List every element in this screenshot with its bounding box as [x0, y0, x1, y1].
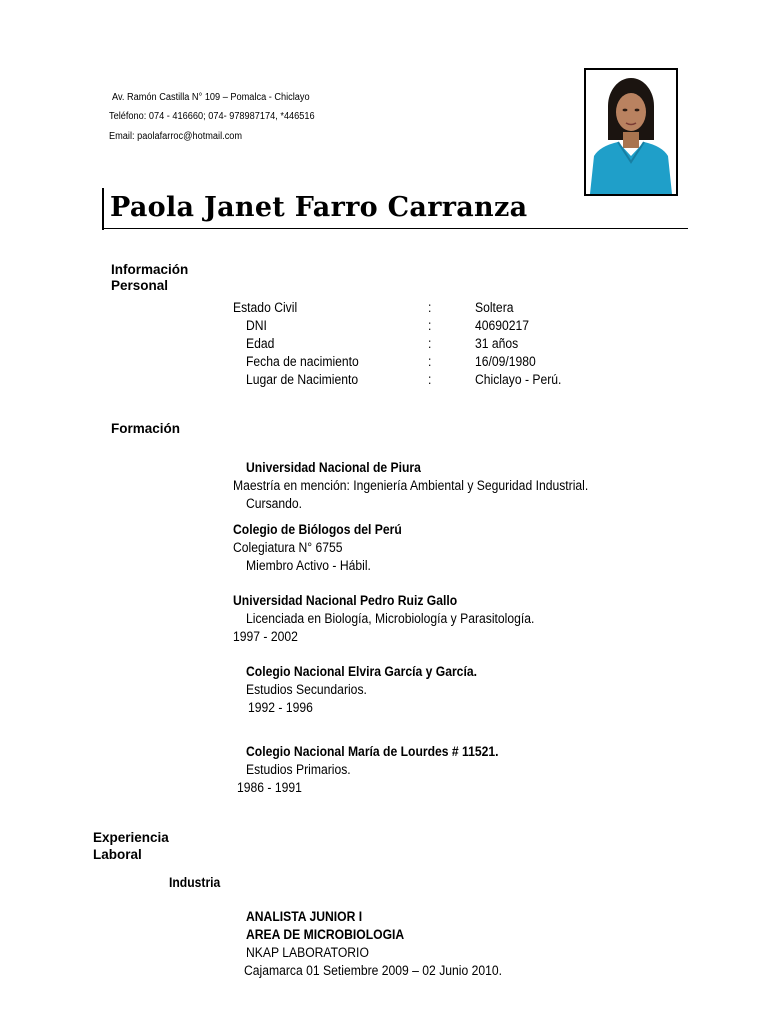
- field-separator: :: [428, 372, 432, 387]
- field-separator: :: [428, 318, 432, 333]
- field-label: DNI: [246, 318, 267, 333]
- institution-name: Colegio Nacional Elvira García y García.: [246, 664, 477, 679]
- job-role: ANALISTA JUNIOR I: [246, 909, 363, 924]
- job-dates: Cajamarca 01 Setiembre 2009 – 02 Junio 2010.: [244, 963, 503, 978]
- person-portrait-icon: [586, 70, 676, 194]
- field-value: 16/09/1980: [475, 354, 536, 369]
- header-accent-bar: [102, 188, 104, 230]
- entry-detail: Maestría en mención: Ingeniería Ambiental y Seguridad Industrial.: [233, 478, 589, 493]
- section-title-experiencia-2: Laboral: [93, 847, 142, 862]
- entry-detail: 1986 - 1991: [237, 780, 302, 795]
- field-value: Soltera: [475, 300, 514, 315]
- job-area: AREA DE MICROBIOLOGIA: [246, 927, 405, 942]
- section-title-personal-2: Personal: [111, 278, 169, 293]
- field-label: Lugar de Nacimiento: [246, 372, 359, 387]
- experience-category: Industria: [169, 875, 221, 890]
- field-label: Estado Civil: [233, 300, 298, 315]
- page-title: Paola Janet Farro Carranza: [110, 192, 528, 223]
- field-label: Fecha de nacimiento: [246, 354, 359, 369]
- institution-name: Colegio Nacional María de Lourdes # 11521.: [246, 744, 499, 759]
- section-title-personal-1: Información: [111, 262, 189, 277]
- field-separator: :: [428, 300, 432, 315]
- contact-phone: Teléfono: 074 - 416660; 074- 978987174, *446516: [109, 111, 315, 122]
- header-divider: [102, 228, 688, 229]
- field-value: 40690217: [475, 318, 530, 333]
- entry-detail: 1992 - 1996: [248, 700, 313, 715]
- field-separator: :: [428, 354, 432, 369]
- contact-email: Email: paolafarroc@hotmail.com: [109, 131, 243, 142]
- job-company: NKAP LABORATORIO: [246, 945, 369, 960]
- profile-photo: [584, 68, 678, 196]
- institution-name: Universidad Nacional Pedro Ruiz Gallo: [233, 593, 458, 608]
- entry-detail: Estudios Secundarios.: [246, 682, 367, 697]
- entry-detail: Colegiatura N° 6755: [233, 540, 343, 555]
- entry-detail: Licenciada en Biología, Microbiología y Parasitología.: [246, 611, 535, 626]
- institution-name: Colegio de Biólogos del Perú: [233, 522, 402, 537]
- field-value: Chiclayo - Perú.: [475, 372, 562, 387]
- field-value: 31 años: [475, 336, 519, 351]
- contact-address: Av. Ramón Castilla N° 109 – Pomalca - Chiclayo: [112, 92, 310, 103]
- entry-detail: 1997 - 2002: [233, 629, 298, 644]
- section-title-experiencia-1: Experiencia: [93, 830, 169, 845]
- entry-detail: Miembro Activo - Hábil.: [246, 558, 371, 573]
- section-title-formacion: Formación: [111, 421, 181, 436]
- entry-detail: Cursando.: [246, 496, 303, 511]
- field-label: Edad: [246, 336, 275, 351]
- field-separator: :: [428, 336, 432, 351]
- institution-name: Universidad Nacional de Piura: [246, 460, 421, 475]
- entry-detail: Estudios Primarios.: [246, 762, 351, 777]
